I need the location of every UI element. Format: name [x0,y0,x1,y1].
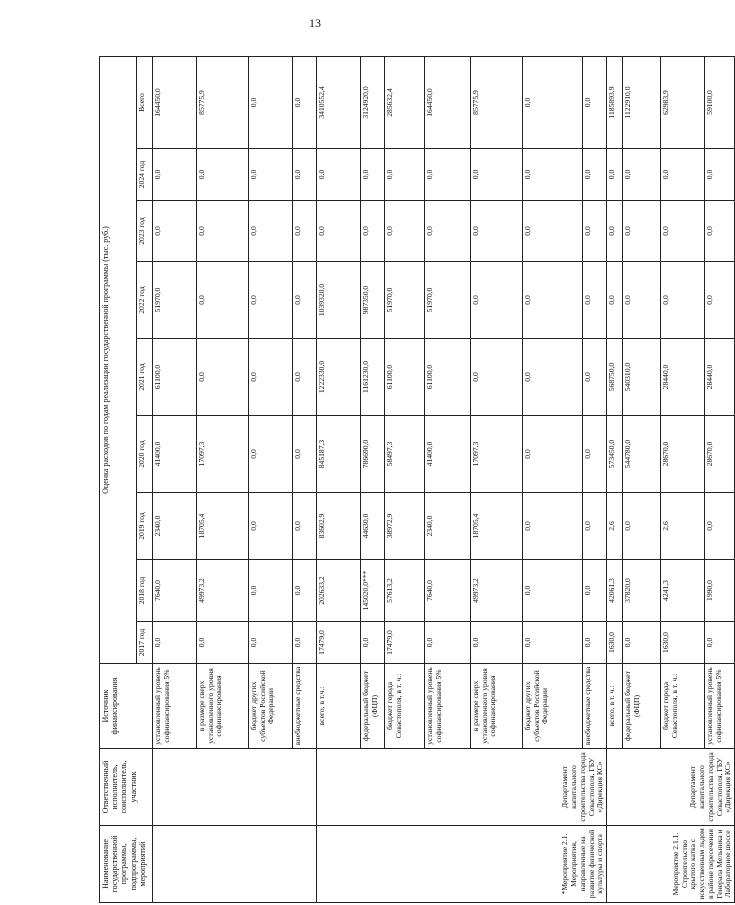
year-value-cell: 1630,0 [661,622,705,664]
year-value-cell: 845187,3 [317,416,361,493]
year-value-cell: 2340,0 [153,493,197,560]
year-value-cell: 0,0 [705,262,735,339]
year-value-cell: 0,0 [153,201,197,262]
year-value-cell: 17097,3 [197,416,249,493]
year-value-cell: 0,0 [583,560,607,622]
year-value-cell: 202633,2 [317,560,361,622]
year-value-cell: 1990,0 [705,560,735,622]
year-value-cell: 41400,0 [425,416,471,493]
year-value-cell: 18705,4 [471,493,523,560]
year-value-cell: 544780,0 [623,416,661,493]
funding-source-cell: бюджет города Севастополя, в т. ч.: [661,664,705,749]
funding-source-cell: бюджет других субъектов Российской Федерации [523,664,583,749]
year-value-cell: 0,0 [153,149,197,201]
year-value-cell: 0,0 [249,201,293,262]
year-value-cell: 0,0 [471,622,523,664]
year-header: 2017 год [137,622,153,664]
year-value-cell: 0,0 [249,339,293,416]
funding-source-cell: установленный уровень софинансирования 5% [705,664,735,749]
year-value-cell: 573450,0 [607,416,623,493]
budget-table [99,56,735,903]
year-value-cell: 28440,0 [661,339,705,416]
program-name-cell: Мероприятие 2.1.1. Строительство крытого катка с искусственным льдом в районе пересечения Генерала Мельника и Лабораторное шоссе [607,826,735,903]
year-value-cell: 0,0 [523,201,583,262]
year-value-cell: 0,0 [293,493,317,560]
year-value-cell: 0,0 [623,149,661,201]
year-value-cell: 2,6 [607,493,623,560]
header-name: Наименование государственной программы, подпрограммы, мероприятий [100,826,153,903]
year-header: 2024 год [137,149,153,201]
year-value-cell: 57613,2 [385,560,425,622]
year-value-cell: 0,0 [293,560,317,622]
year-value-cell: 0,0 [523,416,583,493]
year-value-cell: 28670,0 [661,416,705,493]
year-header: 2019 год [137,493,153,560]
year-value-cell: 568750,0 [607,339,623,416]
year-value-cell: 0,0 [249,622,293,664]
year-value-cell: 0,0 [197,201,249,262]
total-value-cell: 164450,0 [153,57,197,149]
year-value-cell: 51970,0 [385,262,425,339]
header-executor: Ответственный исполнитель, соисполнитель, участник [100,749,153,826]
year-value-cell: 51970,0 [153,262,197,339]
table-row [153,57,197,903]
year-value-cell: 0,0 [425,201,471,262]
year-value-cell: 0,0 [197,262,249,339]
year-value-cell: 0,0 [705,201,735,262]
year-value-cell: 0,0 [317,149,361,201]
year-value-cell: 987350,0 [361,262,385,339]
year-value-cell: 0,0 [249,416,293,493]
year-value-cell: 0,0 [583,339,607,416]
year-value-cell: 0,0 [583,149,607,201]
year-value-cell: 0,0 [583,262,607,339]
table-header-row [100,57,137,903]
year-value-cell: 145020,0*** [361,560,385,622]
year-value-cell: 0,0 [661,201,705,262]
total-value-cell: 0,0 [293,57,317,149]
funding-source-cell: всего, в т. ч.: [607,664,623,749]
year-value-cell: 0,0 [293,149,317,201]
funding-source-cell: установленный уровень софинансирования 5% [153,664,197,749]
funding-source-cell: всего, в т.ч.: [317,664,361,749]
total-value-cell: 1122910,0 [623,57,661,149]
funding-source-cell: в размере сверх установленного уровня софинансирования [471,664,523,749]
year-value-cell: 0,0 [293,339,317,416]
year-value-cell: 18705,4 [197,493,249,560]
year-value-cell: 38972,9 [385,493,425,560]
total-value-cell: 3410552,4 [317,57,361,149]
year-value-cell: 0,0 [249,493,293,560]
year-value-cell: 0,0 [385,201,425,262]
year-value-cell: 61100,0 [385,339,425,416]
rotated-table-area [99,57,733,900]
year-value-cell: 0,0 [471,201,523,262]
year-value-cell: 0,0 [583,622,607,664]
year-value-cell: 17097,3 [471,416,523,493]
year-value-cell: 0,0 [523,339,583,416]
total-value-cell: 0,0 [583,57,607,149]
funding-source-cell: в размере сверх установленного уровня софинансирования [197,664,249,749]
page-number: 13 [309,16,321,30]
year-value-cell: 0,0 [471,149,523,201]
executor-cell [153,749,317,826]
year-value-cell: 0,0 [623,493,661,560]
year-value-cell: 0,0 [197,622,249,664]
year-value-cell: 0,0 [361,149,385,201]
year-value-cell: 0,0 [661,262,705,339]
header-source: Источник финансирования [100,664,153,749]
year-value-cell: 0,0 [583,201,607,262]
year-value-cell: 0,0 [361,622,385,664]
year-value-cell: 0,0 [661,149,705,201]
total-value-cell: 62983,9 [661,57,705,149]
year-value-cell: 0,0 [705,149,735,201]
year-value-cell: 0,0 [425,622,471,664]
year-value-cell: 0,0 [523,262,583,339]
year-value-cell: 17479,0 [385,622,425,664]
year-value-cell: 2340,0 [425,493,471,560]
year-value-cell: 61100,0 [153,339,197,416]
year-value-cell: 0,0 [705,493,735,560]
year-value-cell: 58497,3 [385,416,425,493]
year-value-cell: 540310,0 [623,339,661,416]
year-header: 2021 год [137,339,153,416]
year-header: 2018 год [137,560,153,622]
funding-source-cell: федеральный бюджет (ФЦП) [361,664,385,749]
year-value-cell: 786690,0 [361,416,385,493]
year-value-cell: 0,0 [471,339,523,416]
year-value-cell: 4241,3 [661,560,705,622]
total-value-cell: 1185893,9 [607,57,623,149]
table-row [607,57,623,903]
year-value-cell: 0,0 [607,149,623,201]
year-value-cell: 0,0 [317,201,361,262]
year-value-cell: 0,0 [425,149,471,201]
year-value-cell: 0,0 [293,262,317,339]
header-estimate: Оценка расходов по годам реализации государственной программы (тыс. руб.) [100,57,137,664]
year-value-cell: 0,0 [249,149,293,201]
year-value-cell: 17479,0 [317,622,361,664]
total-value-cell: 285632,4 [385,57,425,149]
year-value-cell: 0,0 [523,560,583,622]
year-value-cell: 0,0 [385,149,425,201]
year-value-cell: 28440,0 [705,339,735,416]
total-value-cell: 3124920,0 [361,57,385,149]
year-value-cell: 1630,0 [607,622,623,664]
year-value-cell: 1039320,0 [317,262,361,339]
total-value-cell: 0,0 [249,57,293,149]
program-name-cell: *Мероприятие 2.1. Мероприятия, направленные на развитие физической культуры и спорта [317,826,607,903]
year-value-cell: 41400,0 [153,416,197,493]
table-row [317,57,361,903]
year-value-cell: 44630,0 [361,493,385,560]
funding-source-cell: внебюджетные средства [293,664,317,749]
year-header: 2023 год [137,201,153,262]
total-value-cell: 85775,9 [471,57,523,149]
year-value-cell: 0,0 [361,201,385,262]
year-header: 2022 год [137,262,153,339]
executor-cell: Департамент капитального строительства города Севастополя, ГБУ «Дирекция КС» [317,749,607,826]
year-header: 2020 год [137,416,153,493]
year-value-cell: 0,0 [249,262,293,339]
funding-source-cell: установленный уровень софинансирования 5% [425,664,471,749]
year-value-cell: 0,0 [583,493,607,560]
year-value-cell: 0,0 [153,622,197,664]
year-value-cell: 61100,0 [425,339,471,416]
total-value-cell: 85775,9 [197,57,249,149]
year-value-cell: 0,0 [623,262,661,339]
total-value-cell: 0,0 [523,57,583,149]
year-value-cell: 0,0 [607,201,623,262]
year-value-cell: 0,0 [293,416,317,493]
total-value-cell: 164450,0 [425,57,471,149]
table-body [153,57,735,903]
year-value-cell: 0,0 [523,493,583,560]
funding-source-cell: внебюджетные средства [583,664,607,749]
year-value-cell: 0,0 [471,262,523,339]
year-value-cell: 42061,3 [607,560,623,622]
rotated-table-container [99,57,733,903]
year-value-cell: 2,6 [661,493,705,560]
year-value-cell: 49973,2 [471,560,523,622]
year-value-cell: 28670,0 [705,416,735,493]
year-header: Всего [137,57,153,149]
year-value-cell: 7640,0 [425,560,471,622]
funding-source-cell: бюджет города Севастополя, в т. ч.: [385,664,425,749]
executor-cell: Департамент капитального строительства города Севастополя, ГБУ «Дирекция КС» [607,749,735,826]
year-value-cell: 0,0 [583,416,607,493]
year-value-cell: 0,0 [197,339,249,416]
year-value-cell: 0,0 [249,560,293,622]
year-value-cell: 7640,0 [153,560,197,622]
year-value-cell: 37820,0 [623,560,661,622]
year-value-cell: 0,0 [623,201,661,262]
year-value-cell: 49973,2 [197,560,249,622]
year-value-cell: 0,0 [293,201,317,262]
program-name-cell [153,826,317,903]
year-value-cell: 0,0 [523,622,583,664]
year-value-cell: 0,0 [293,622,317,664]
year-value-cell: 0,0 [197,149,249,201]
funding-source-cell: федеральный бюджет (ФЦП) [623,664,661,749]
year-value-cell: 83602,9 [317,493,361,560]
year-value-cell: 0,0 [705,622,735,664]
total-value-cell: 59100,0 [705,57,735,149]
year-value-cell: 51970,0 [425,262,471,339]
year-value-cell: 1222330,0 [317,339,361,416]
year-value-cell: 0,0 [623,622,661,664]
funding-source-cell: бюджет других субъектов Российской Федерации [249,664,293,749]
year-value-cell: 0,0 [607,262,623,339]
year-value-cell: 1161230,0 [361,339,385,416]
year-value-cell: 0,0 [523,149,583,201]
